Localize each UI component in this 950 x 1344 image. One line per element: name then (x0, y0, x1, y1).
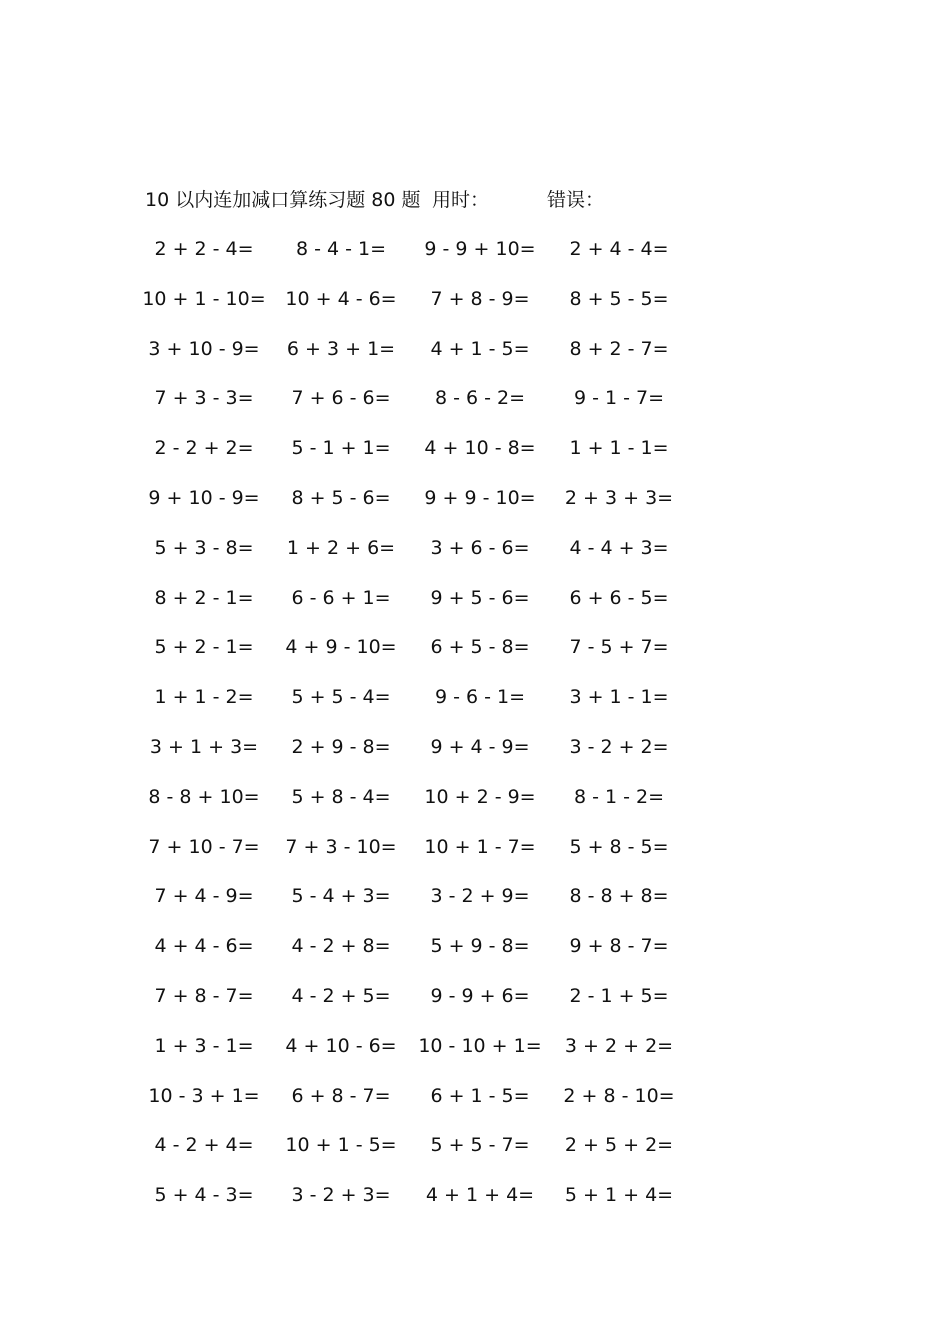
math-problem: 5 + 3 - 8= (154, 536, 254, 559)
math-problem: 9 + 4 - 9= (430, 735, 530, 758)
math-problem: 4 + 1 + 4= (425, 1184, 535, 1207)
problem-row (0, 834, 950, 884)
math-problem: 9 - 9 + 10= (424, 238, 536, 260)
problem-row (0, 1083, 950, 1133)
math-problem: 2 - 1 + 5= (569, 984, 669, 1007)
math-problem: 8 + 5 - 6= (291, 486, 391, 509)
math-problem: 7 + 8 - 9= (430, 287, 530, 310)
math-problem: 1 + 1 - 2= (154, 686, 254, 709)
problem-row (0, 883, 950, 933)
math-problem: 5 + 9 - 8= (430, 935, 530, 958)
math-problem: 5 - 1 + 1= (291, 437, 391, 460)
math-problem: 2 - 2 + 2= (154, 437, 254, 460)
math-problem: 3 + 2 + 2= (564, 1034, 674, 1057)
math-problem: 9 + 9 - 10= (424, 486, 536, 509)
worksheet-title: 10 以内连加减口算练习题 80 题 (145, 189, 421, 211)
math-problem: 7 + 6 - 6= (291, 387, 391, 410)
math-problem: 4 + 4 - 6= (154, 935, 254, 958)
math-problem: 5 + 5 - 4= (291, 686, 391, 709)
math-problem: 8 + 2 - 1= (154, 586, 254, 609)
math-problem: 10 + 1 - 7= (424, 835, 536, 858)
math-problem: 10 + 1 - 10= (142, 287, 266, 310)
math-problem: 1 + 3 - 1= (154, 1034, 254, 1057)
math-problem: 9 - 1 - 7= (573, 387, 665, 410)
problem-row (0, 385, 950, 435)
problem-row (0, 585, 950, 635)
math-problem: 6 - 6 + 1= (291, 586, 391, 609)
math-problem: 6 + 3 + 1= (286, 337, 396, 360)
math-problem: 10 + 4 - 6= (285, 287, 397, 310)
math-problem: 8 - 6 - 2= (434, 387, 526, 410)
math-problem: 10 - 3 + 1= (148, 1084, 260, 1107)
math-problem: 9 - 6 - 1= (434, 686, 526, 709)
math-problem: 8 - 4 - 1= (295, 238, 387, 260)
math-problem: 5 + 4 - 3= (154, 1184, 254, 1207)
math-problem: 8 + 5 - 5= (569, 287, 669, 310)
problem-row (0, 485, 950, 535)
problem-row (0, 1182, 950, 1232)
math-problem: 8 - 8 + 8= (569, 885, 669, 908)
math-problem: 7 + 3 - 3= (154, 387, 254, 410)
problem-row (0, 236, 950, 286)
errors-label: 错误： (547, 189, 605, 211)
math-problem: 6 + 5 - 8= (430, 636, 530, 659)
math-problem: 3 + 10 - 9= (148, 337, 260, 360)
problem-row (0, 286, 950, 336)
worksheet-header (145, 186, 745, 214)
problem-row (0, 336, 950, 386)
math-problem: 2 + 8 - 10= (563, 1084, 675, 1107)
math-problem: 8 + 2 - 7= (569, 337, 669, 360)
math-problem: 2 + 4 - 4= (569, 238, 669, 260)
math-problem: 4 - 2 + 4= (154, 1134, 254, 1157)
math-problem: 3 + 1 - 1= (569, 686, 669, 709)
math-problem: 9 + 5 - 6= (430, 586, 530, 609)
problem-row (0, 535, 950, 585)
math-problem: 3 - 2 + 3= (291, 1184, 391, 1207)
math-problem: 2 + 2 - 4= (154, 238, 254, 260)
problem-row (0, 933, 950, 983)
math-problem: 1 + 1 - 1= (569, 437, 669, 460)
math-problem: 4 - 2 + 5= (291, 984, 391, 1007)
math-problem: 4 + 10 - 8= (424, 437, 536, 460)
math-problem: 5 + 2 - 1= (154, 636, 254, 659)
math-problem: 7 + 10 - 7= (148, 835, 260, 858)
math-problem: 10 + 1 - 5= (285, 1134, 397, 1157)
math-problem: 2 + 3 + 3= (564, 486, 674, 509)
math-problem: 6 + 6 - 5= (569, 586, 669, 609)
problem-row (0, 734, 950, 784)
math-problem: 5 + 8 - 4= (291, 785, 391, 808)
math-problem: 3 + 1 + 3= (149, 735, 259, 758)
problem-row (0, 983, 950, 1033)
math-problem: 9 - 9 + 6= (430, 984, 530, 1007)
math-problem: 2 + 9 - 8= (291, 735, 391, 758)
math-problem: 4 - 2 + 8= (291, 935, 391, 958)
math-problem: 2 + 5 + 2= (564, 1134, 674, 1157)
math-problem: 7 + 8 - 7= (154, 984, 254, 1007)
math-problem: 7 - 5 + 7= (569, 636, 669, 659)
math-problem: 10 + 2 - 9= (424, 785, 536, 808)
problem-row (0, 634, 950, 684)
math-problem: 10 - 10 + 1= (418, 1034, 542, 1057)
math-problem: 1 + 2 + 6= (286, 536, 396, 559)
math-problem: 4 - 4 + 3= (569, 536, 669, 559)
math-problem: 7 + 3 - 10= (285, 835, 397, 858)
math-problem: 5 - 4 + 3= (291, 885, 391, 908)
math-problem: 8 - 1 - 2= (573, 785, 665, 808)
problem-row (0, 684, 950, 734)
math-problem: 3 - 2 + 9= (430, 885, 530, 908)
math-problem: 9 + 8 - 7= (569, 935, 669, 958)
math-problem: 7 + 4 - 9= (154, 885, 254, 908)
math-problem: 5 + 8 - 5= (569, 835, 669, 858)
math-problem: 9 + 10 - 9= (148, 486, 260, 509)
problem-row (0, 1033, 950, 1083)
problem-grid (0, 236, 950, 1232)
math-problem: 8 - 8 + 10= (148, 785, 260, 808)
math-problem: 5 + 5 - 7= (430, 1134, 530, 1157)
problem-row (0, 784, 950, 834)
math-problem: 5 + 1 + 4= (564, 1184, 674, 1207)
problem-row (0, 435, 950, 485)
math-problem: 4 + 10 - 6= (285, 1034, 397, 1057)
problem-row (0, 1132, 950, 1182)
math-problem: 4 + 1 - 5= (430, 337, 530, 360)
math-problem: 4 + 9 - 10= (285, 636, 397, 659)
time-label: 用时： (432, 189, 490, 211)
math-problem: 3 + 6 - 6= (430, 536, 530, 559)
math-problem: 3 - 2 + 2= (569, 735, 669, 758)
math-problem: 6 + 8 - 7= (291, 1084, 391, 1107)
math-problem: 6 + 1 - 5= (430, 1084, 530, 1107)
